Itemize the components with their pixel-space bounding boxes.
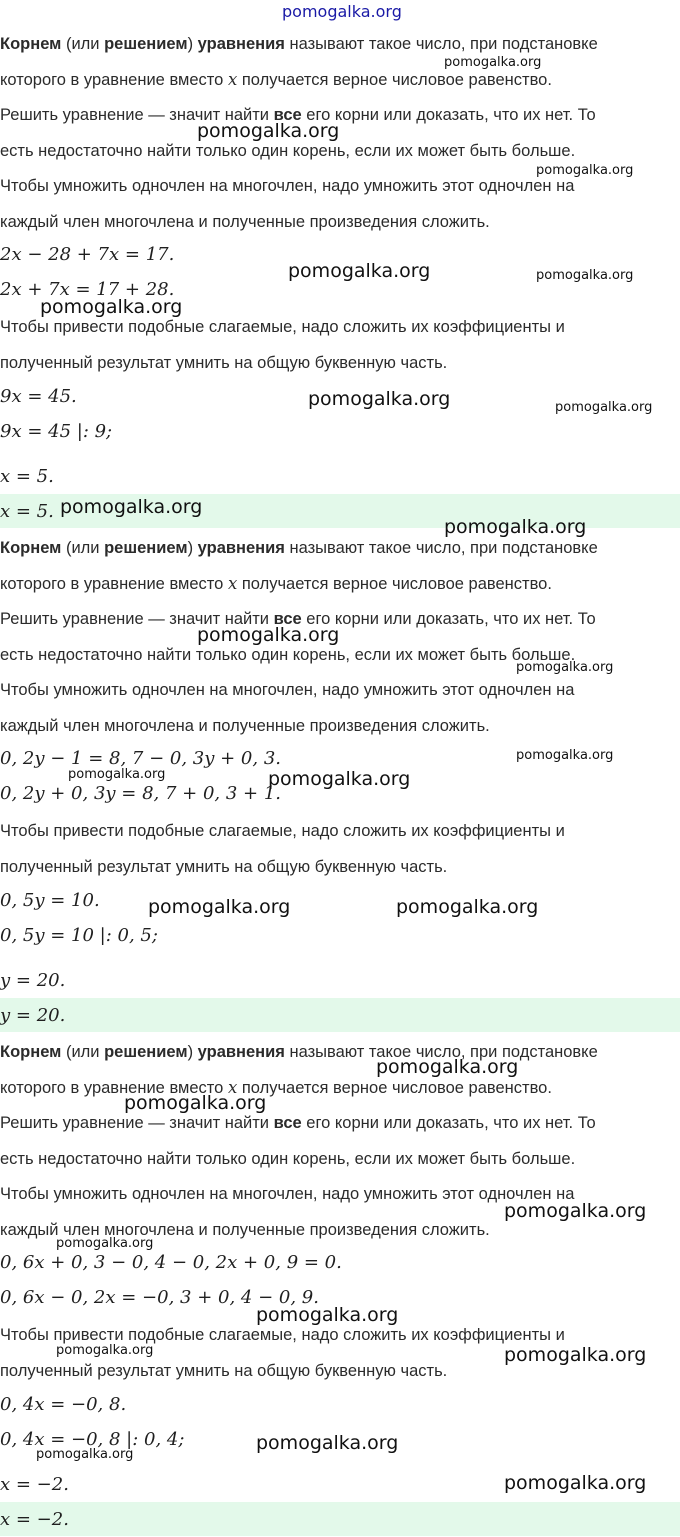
watermark: pomogalka.org — [256, 1304, 399, 1326]
rule-like-terms-line1: Чтобы привести подобные слагаемые, надо сложить их коэффициенты и — [0, 822, 565, 840]
equation-step: 2x + 7x = 17 + 28. — [0, 279, 175, 300]
rule-like-terms-line2: полученный результат умнить на общую буквенную часть. — [0, 858, 448, 876]
equation-step: 0, 6x + 0, 3 − 0, 4 − 0, 2x + 0, 9 = 0. — [0, 1252, 342, 1273]
watermark: pomogalka.org — [536, 163, 634, 178]
answer-band — [0, 998, 680, 1032]
answer: x = −2. — [0, 1509, 69, 1530]
watermark: pomogalka.org — [504, 1200, 647, 1222]
watermark: pomogalka.org — [124, 1092, 267, 1114]
rule-like-terms-line2: полученный результат умнить на общую буквенную часть. — [0, 1362, 448, 1380]
definition-solve-line1: Решить уравнение — значит найти все его корни или доказать, что их нет. То — [0, 106, 596, 124]
equation-step: 0, 4x = −0, 8. — [0, 1394, 127, 1415]
watermark: pomogalka.org — [516, 660, 614, 675]
answer: x = 5. — [0, 501, 54, 522]
rule-multiply-line2: каждый член многочлена и полученные произведения сложить. — [0, 213, 490, 231]
watermark: pomogalka.org — [68, 767, 166, 782]
definition-root-line1: Корнем (или решением) уравнения называют такое число, при подстановке — [0, 539, 598, 557]
definition-root-line1: Корнем (или решением) уравнения называют такое число, при подстановке — [0, 1043, 598, 1061]
definition-root-line2: которого в уравнение вместо x получается верное числовое равенство. — [0, 70, 552, 89]
equation-step: 0, 2y − 1 = 8, 7 − 0, 3y + 0, 3. — [0, 748, 282, 769]
watermark: pomogalka.org — [148, 896, 291, 918]
rule-multiply-line2: каждый член многочлена и полученные произведения сложить. — [0, 717, 490, 735]
equation-step: 0, 5y = 10. — [0, 890, 100, 911]
watermark: pomogalka.org — [444, 516, 587, 538]
watermark: pomogalka.org — [40, 296, 183, 318]
watermark: pomogalka.org — [504, 1344, 647, 1366]
equation-step: x = −2. — [0, 1474, 69, 1495]
watermark: pomogalka.org — [56, 1236, 154, 1251]
definition-solve-line1: Решить уравнение — значит найти все его корни или доказать, что их нет. То — [0, 610, 596, 628]
rule-multiply-line2: каждый член многочлена и полученные произведения сложить. — [0, 1221, 490, 1239]
equation-step: 0, 4x = −0, 8 |: 0, 4; — [0, 1429, 185, 1450]
watermark: pomogalka.org — [56, 1343, 154, 1358]
definition-solve-line2: есть недостаточно найти только один корень, если их может быть больше. — [0, 1150, 576, 1168]
watermark: pomogalka.org — [197, 624, 340, 646]
equation-step: y = 20. — [0, 970, 66, 991]
watermark: pomogalka.org — [504, 1472, 647, 1494]
site-watermark-header: pomogalka.org — [282, 2, 402, 21]
watermark: pomogalka.org — [197, 120, 340, 142]
answer: y = 20. — [0, 1005, 66, 1026]
watermark: pomogalka.org — [288, 260, 431, 282]
rule-like-terms-line1: Чтобы привести подобные слагаемые, надо сложить их коэффициенты и — [0, 1326, 565, 1344]
rule-multiply-line1: Чтобы умножить одночлен на многочлен, надо умножить этот одночлен на — [0, 1185, 575, 1203]
watermark: pomogalka.org — [308, 388, 451, 410]
equation-step: 0, 6x − 0, 2x = −0, 3 + 0, 4 − 0, 9. — [0, 1287, 319, 1308]
definition-solve-line2: есть недостаточно найти только один корень, если их может быть больше. — [0, 142, 576, 160]
definition-root-line2: которого в уравнение вместо x получается верное числовое равенство. — [0, 574, 552, 593]
watermark: pomogalka.org — [444, 55, 542, 70]
watermark: pomogalka.org — [36, 1447, 134, 1462]
rule-like-terms-line1: Чтобы привести подобные слагаемые, надо сложить их коэффициенты и — [0, 318, 565, 336]
definition-root-line2: которого в уравнение вместо x получается верное числовое равенство. — [0, 1078, 552, 1097]
watermark: pomogalka.org — [256, 1432, 399, 1454]
watermark: pomogalka.org — [396, 896, 539, 918]
equation-step: 2x − 28 + 7x = 17. — [0, 244, 175, 265]
definition-root-line1: Корнем (или решением) уравнения называют такое число, при подстановке — [0, 35, 598, 53]
watermark: pomogalka.org — [376, 1056, 519, 1078]
rule-multiply-line1: Чтобы умножить одночлен на многочлен, надо умножить этот одночлен на — [0, 681, 575, 699]
definition-solve-line2: есть недостаточно найти только один корень, если их может быть больше. — [0, 646, 576, 664]
watermark: pomogalka.org — [516, 748, 614, 763]
rule-like-terms-line2: полученный результат умнить на общую буквенную часть. — [0, 354, 448, 372]
rule-multiply-line1: Чтобы умножить одночлен на многочлен, надо умножить этот одночлен на — [0, 177, 575, 195]
watermark: pomogalka.org — [536, 268, 634, 283]
equation-step: x = 5. — [0, 466, 54, 487]
watermark: pomogalka.org — [268, 768, 411, 790]
equation-step: 0, 5y = 10 |: 0, 5; — [0, 925, 158, 946]
equation-step: 9x = 45. — [0, 386, 77, 407]
answer-band — [0, 1502, 680, 1536]
watermark: pomogalka.org — [60, 496, 203, 518]
equation-step: 0, 2y + 0, 3y = 8, 7 + 0, 3 + 1. — [0, 783, 282, 804]
equation-step: 9x = 45 |: 9; — [0, 421, 113, 442]
definition-solve-line1: Решить уравнение — значит найти все его корни или доказать, что их нет. То — [0, 1114, 596, 1132]
watermark: pomogalka.org — [555, 400, 653, 415]
